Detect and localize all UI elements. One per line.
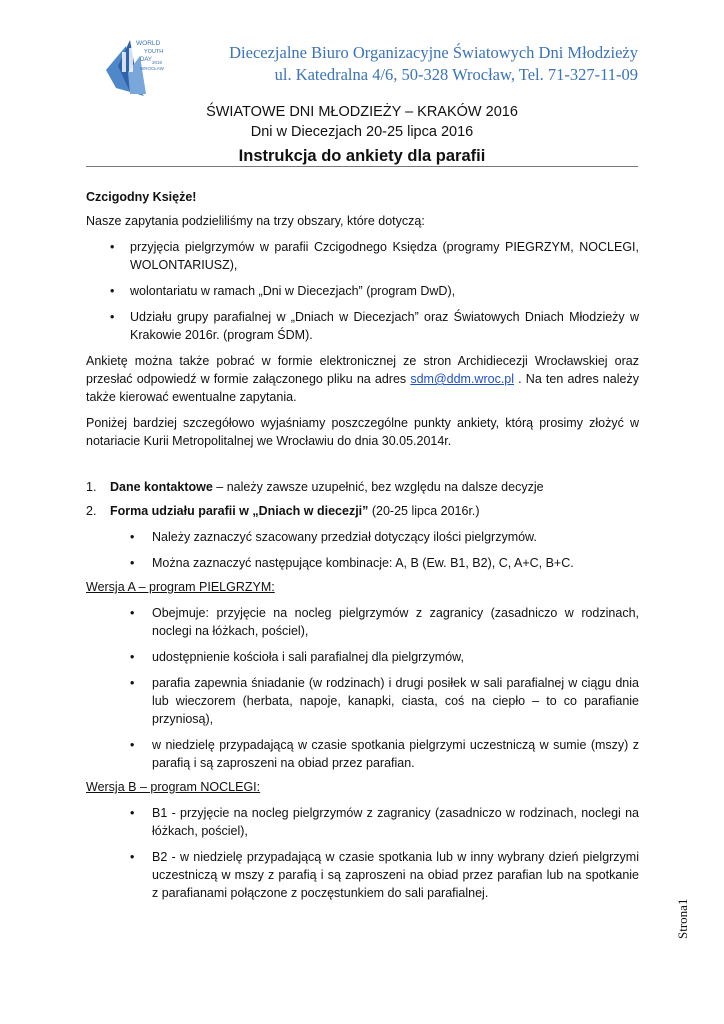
intro-text: Nasze zapytania podzieliliśmy na trzy obszary, które dotyczą: xyxy=(86,214,425,228)
org-address: ul. Katedralna 4/6, 50-328 Wrocław, Tel. 71-327-11-09 xyxy=(274,65,638,84)
version-b-bullet xyxy=(86,804,639,840)
wyd-logo-graphic xyxy=(100,36,190,98)
document-titles xyxy=(0,102,724,168)
version-a-heading: Wersja A – program PIELGRZYM: xyxy=(86,580,275,594)
bullet-dot: • xyxy=(130,850,135,864)
email-link[interactable]: sdm@ddm.wroc.pl xyxy=(410,372,515,386)
bullet-dot: • xyxy=(110,310,115,324)
item-heading: Forma udziału parafii w „Dniach w diecezji” xyxy=(110,504,369,518)
event-title: ŚWIATOWE DNI MŁODZIEŻY – KRAKÓW 2016 xyxy=(206,104,518,120)
version-b-bullet xyxy=(86,848,639,902)
logo-line-city: WROCŁAW xyxy=(140,66,164,71)
download-text: Ankietę można także pobrać w formie elektronicznej ze stron Archidiecezji Wrocławskiej oraz przesłać odpowiedź w formie załączonego pliku na adres xyxy=(86,354,639,386)
intro-bullet-text: Udziału grupy parafialnej w „Dniach w Diecezjach” oraz Światowych Dniach Młodzieży w Krakowie 2016r. (program ŚDM). xyxy=(130,310,639,342)
document-title: Instrukcja do ankiety dla parafii xyxy=(238,147,486,165)
bullet-dot: • xyxy=(130,606,135,620)
version-a-bullet xyxy=(86,648,639,666)
event-dates: Dni w Diecezjach 20-25 lipca 2016 xyxy=(250,124,474,140)
bullet-dot: • xyxy=(130,650,135,664)
bullet-dot: • xyxy=(130,676,135,690)
intro-bullet xyxy=(86,308,639,344)
numbered-item-participation xyxy=(86,502,639,520)
logo-line-world: WORLD xyxy=(136,40,161,47)
version-a-bullet xyxy=(86,604,639,640)
bullet-dot: • xyxy=(130,738,135,752)
item-heading: Dane kontaktowe xyxy=(110,480,213,494)
download-paragraph xyxy=(86,352,639,406)
version-a-bullet xyxy=(86,736,639,772)
version-a-text: Obejmuje: przyjęcie na nocleg pielgrzymów z zagranicy (zasadniczo w rodzinach, noclegi na łóżkach, pościel), xyxy=(152,606,639,638)
page-number-label: Strona1 xyxy=(675,898,690,939)
organization-header xyxy=(229,42,638,86)
logo-line-day: DAY xyxy=(140,57,152,63)
participation-bullet xyxy=(86,528,639,546)
bullet-dot: • xyxy=(130,806,135,820)
version-a-text: w niedzielę przypadającą w czasie spotkania pielgrzymi uczestniczą w sumie (mszy) z parafią i są zaproszeni na obiad przez parafian. xyxy=(152,738,639,770)
page-number xyxy=(668,886,698,940)
version-b-text: B1 - przyjęcie na nocleg pielgrzymów z zagranicy (zasadniczo w rodzinach, noclegi na łóżkach, pościel), xyxy=(152,806,639,838)
document-body xyxy=(86,188,639,902)
intro-bullet xyxy=(86,282,639,300)
logo-line-youth: YOUTH xyxy=(144,49,164,55)
participation-bullet-text: Należy zaznaczyć szacowany przedział dotyczący ilości pielgrzymów. xyxy=(152,530,537,544)
version-a-text: parafia zapewnia śniadanie (w rodzinach) i drugi posiłek w sali parafialnej w ciągu dnia lub wieczorem (herbata, napoje, kanapki, ciasta, coś na ciepło – to co parafianie przyniosą), xyxy=(152,676,639,726)
instructions-paragraph: Poniżej bardziej szczegółowo wyjaśniamy poszczególne punkty ankiety, którą prosimy złożyć w notariacie Kurii Metropolitalnej we Wrocławiu do dnia 30.05.2014r. xyxy=(86,416,639,448)
bullet-dot: • xyxy=(110,240,115,254)
org-name: Diecezjalne Biuro Organizacyjne Światowych Dni Młodzieży xyxy=(229,43,638,62)
intro-bullet-text: przyjęcia pielgrzymów w parafii Czcigodnego Księdza (programy PIEGRZYM, NOCLEGI, WOLONTARIUSZ), xyxy=(130,240,639,272)
version-a-text: udostępnienie kościoła i sali parafialnej dla pielgrzymów, xyxy=(152,650,464,664)
item-text: (20-25 lipca 2016r.) xyxy=(368,504,480,518)
item-text: – należy zawsze uzupełnić, bez względu na dalsze decyzje xyxy=(212,480,544,494)
participation-bullet-text: Można zaznaczyć następujące kombinacje: A, B (Ew. B1, B2), C, A+C, B+C. xyxy=(152,556,574,570)
download-text-end: . Na ten adres należy także kierować ewentualne zapytania. xyxy=(86,372,639,404)
bullet-dot: • xyxy=(130,530,135,544)
version-b-text: B2 - w niedzielę przypadającą w czasie spotkania lub w inny wybrany dzień pielgrzymi uczestniczą w mszy z parafią i są zaproszeni na obiad przez parafian lub na spotkanie z parafianami połączone z poczęstunkiem do sali parafialnej. xyxy=(152,850,639,900)
world-youth-day-logo xyxy=(100,36,190,98)
header-divider xyxy=(86,166,638,167)
greeting: Czcigodny Księże! xyxy=(86,190,197,204)
intro-bullet xyxy=(86,238,639,274)
logo-line-year: 2016 xyxy=(152,60,163,65)
numbered-item-contact xyxy=(86,478,639,496)
version-a-bullet xyxy=(86,674,639,728)
bullet-dot: • xyxy=(110,284,115,298)
participation-bullet xyxy=(86,554,639,572)
bullet-dot: • xyxy=(130,556,135,570)
item-number: 1. xyxy=(86,480,97,494)
item-number: 2. xyxy=(86,504,97,518)
intro-bullet-text: wolontariatu w ramach „Dni w Diecezjach” (program DwD), xyxy=(130,284,456,298)
version-b-heading: Wersja B – program NOCLEGI: xyxy=(86,780,261,794)
